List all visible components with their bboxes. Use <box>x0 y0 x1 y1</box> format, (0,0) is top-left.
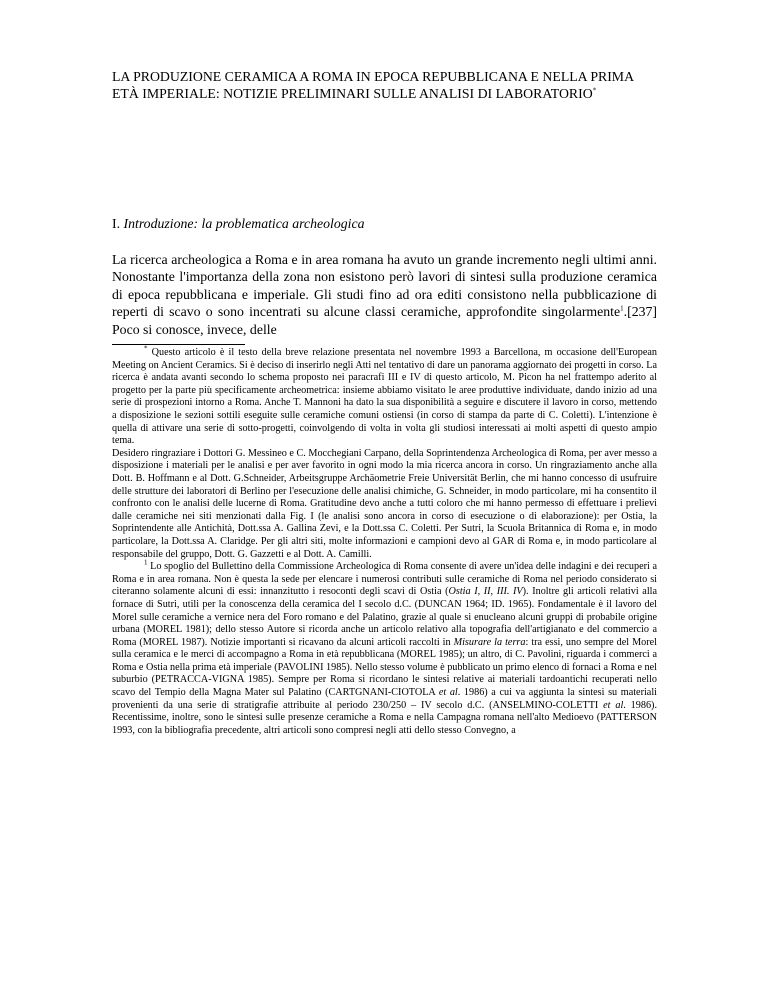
footnote-star-text-1: Questo articolo è il testo della breve relazione presentata nel novembre 1993 a Barcellona, m occasione dell'European Meeting on Ancient Ceramics. Si è deciso di inserirlo negli Atti nel tentativo di dare un panorama aggiornato dei progetti in corso. La ricerca è andata avanti secondo lo schema proposto nei paracrafi III e IV di questo articolo, M. Picon ha nel frattempo aderito al progetto per la parte più specificamente archeometrica: insieme abbiamo visitato le aree produttive individuate, dando inizio ad una serie di prospezioni intorno a Roma. Anche T. Mannoni ha dato la sua disponibilità a seguire e discutere il lavoro in corso, mettendo a disposizione le sezioni sottili eseguite sulle ceramiche comuni ostiensi (in corso di stampa da parte di C. Coletti). L'intenzione è quella di attivare una serie di sotto-progetti, coinvolgendo di volta in volta gli studiosi interessati ai molti aspetti di questo ampio tema. <box>112 347 658 447</box>
footnote-star-acknowledgements <box>112 448 657 561</box>
footnotes <box>112 344 658 737</box>
section-number: I. <box>112 216 124 231</box>
footnote-1-mark: 1 <box>144 558 148 567</box>
section-heading <box>112 215 657 232</box>
title-footnote-mark[interactable]: * <box>592 86 597 95</box>
footnote-ref-1[interactable]: 1 <box>620 304 624 313</box>
footnote-1-text-d: . 1986) a cui va aggiunta la sintesi su materiali provenienti da una serie di stratigrafie attribuite al periodo 230/250 – IV secolo d.C. (ANSELMINO-COLETTI <box>112 687 657 711</box>
footnote-1-text-b: ). Inoltre gli articoli relativi alla fornace di Sutri, utili per la conoscenza della ceramica del I secolo d.C. (DUNCAN 1964; ID. 1965). Fondamentale è il lavoro del Morel sulle ceramiche a vernice nera del Foro romano e del Palatino, grazie al quale si enucleano alcuni gruppi di probabile origine urbana (MOREL 1981); dello stesso Autore si ricorda anche un articolo relativo alla topografia dell'artigianato e del commercio a Roma (MOREL 1987). Notizie importanti si ricavano da alcuni articoli raccolti in <box>112 586 657 648</box>
intro-tail: .[237] Poco si conosce, invece, delle <box>112 304 657 337</box>
footnote-star <box>112 344 658 448</box>
intro-text: La ricerca archeologica a Roma e in area romana ha avuto un grande incremento negli ultimi anni. Nonostante l'importanza della zona non esistono però lavori di sintesi sulla produzione ceramica di epoca repubblicana e imperiale. Gli studi fino ad ora editi consistono nella pubblicazione di reperti di scavo o sono incentrati su alcune classi ceramiche, approfondite singolarmente <box>112 252 657 320</box>
section-title: Introduzione: la problematica archeologica <box>123 216 365 231</box>
footnote-separator <box>112 344 245 345</box>
footnote-star-mark: * <box>144 344 148 353</box>
title-text: LA PRODUZIONE CERAMICA A ROMA IN EPOCA REPUBBLICANA E NELLA PRIMA ETÀ IMPERIALE: NOTIZIE PRELIMINARI SULLE ANALISI DI LABORATORIO <box>112 69 634 101</box>
footnote-1-text-e: . 1986). Recentissime, inoltre, sono le sintesi sulle presenze ceramiche a Roma e nella Campagna romana nell'alto Medioevo (PATTERSON 1993, con la bibliografia precedente, altri articoli sono compresi negli atti dello stesso Convegno, a <box>112 699 657 736</box>
intro-paragraph <box>112 251 657 338</box>
footnote-1-text-c: : tra essi, uno sempre del Morel sulla ceramica e le merci di accompagno a Roma in età repubblicana (MOREL 1985); un altro, di C. Pavolini, riguarda i commerci a Roma e Ostia nella prima età imperiale (PAVOLINI 1985). Nello stesso volume è pubblicato un primo elenco di fornaci a Roma e nel suburbio (PETRACCA-VIGNA 1985). Sempre per Roma si ricordano le sintesi relative ai materiali tardoantichi recuperati nello scavo del Tempio della Magna Mater sul Palatino (CARTGNANI-CIOTOLA <box>112 636 658 699</box>
footnote-1 <box>112 558 658 737</box>
footnote-1-ostia: Ostia I, II, III. IV <box>448 586 523 598</box>
footnote-1-etal-2: et al <box>603 699 624 711</box>
footnote-star-text-2: Desidero ringraziare i Dottori G. Messineo e C. Mocchegiani Carpano, della Soprintendenza Archeologica di Roma, per aver messo a disposizione i materiali per le analisi e per aver favorito in ogni modo la mia ricerca ancora in corso. Un ringraziamento anche alla Dott. B. Hoffmann e al Dott. G.Schneider, Arbeitsgruppe Archäometrie Freie Universität Berlin, che mi hanno concesso di usufruire delle strutture dei laboratori di Berlino per l'esecuzione delle analisi chimiche, G. Schneider, in modo particolare, mi ha consentito il confronto con le analisi delle lucerne di Roma. Gratitudine devo anche a tutti coloro che mi hanno permesso di effettuare i prelievi dalle ceramiche nei siti menzionati dalla Fig. I (le analisi sono ancora in corso di esecuzione o di elaborazione): per Ostia, la Soprintendente alle Antichità, Dott.ssa A. Gallina Zevi, e la Dott.ssa C. Coletti. Per Sutri, la Scuola Britannica di Roma e, in modo particolare, la Dott.ssa A. Claridge. Per gli altri siti, molte informazioni e campioni devo al GAR di Roma e, in modo particolare al responsabile del gruppo, Dott. G. Gazzetti e al Dott. A. Camilli. <box>112 447 657 560</box>
paper-title <box>112 68 657 102</box>
paper-page <box>112 68 657 737</box>
footnote-1-text-a: Lo spoglio del Bullettino della Commissione Archeologica di Roma consente di avere un'idea delle indagini e dei recuperi a Roma e in area romana. Non è questa la sede per elencare i numerosi contributi sulle ceramiche di Roma nel periodo considerato si citeranno solamente alcuni di essi: innanzitutto i resoconti degli scavi di Ostia ( <box>112 561 658 598</box>
footnote-1-etal-1: et al <box>438 687 458 699</box>
footnote-1-misurare: Misurare la terra <box>453 636 526 648</box>
